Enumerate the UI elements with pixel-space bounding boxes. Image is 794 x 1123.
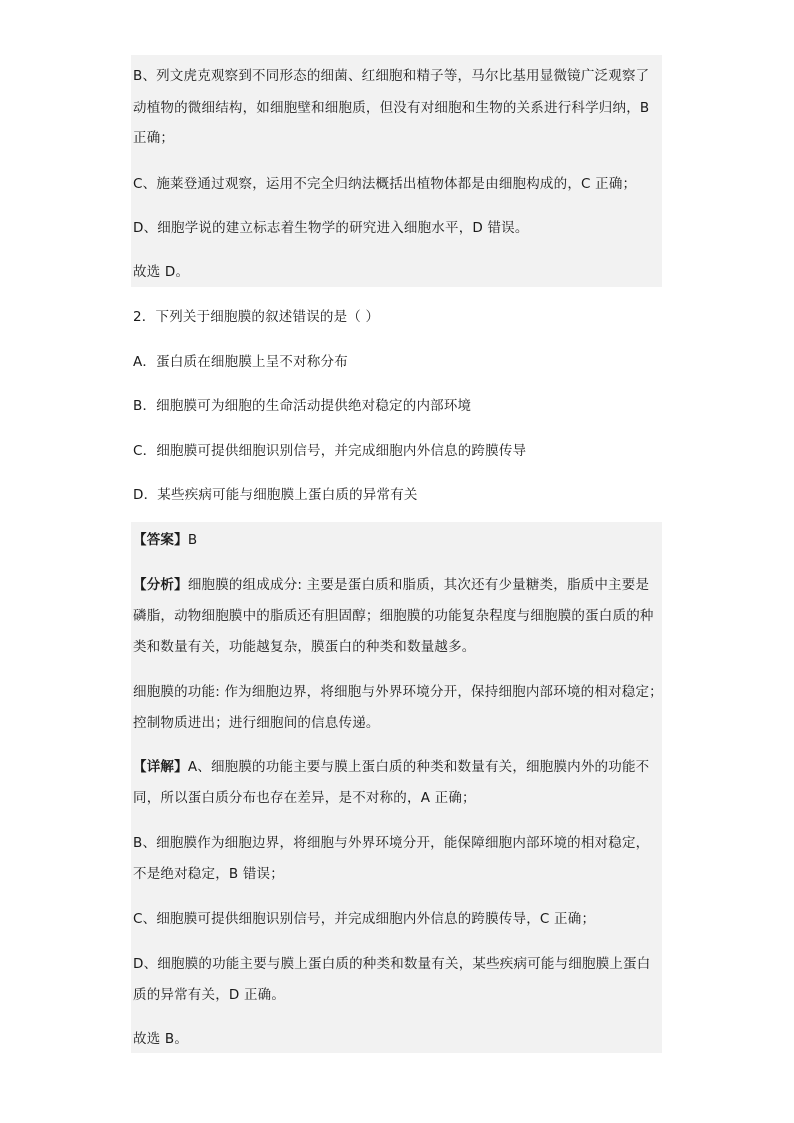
prev-b-line2: 动植物的微细结构，如细胞壁和细胞质，但没有对细胞和生物的关系进行科学归纳，B (133, 100, 650, 116)
prev-explanation-block (131, 55, 662, 287)
answer-value: B (187, 532, 198, 548)
analysis-line2: 磷脂，动物细胞膜中的脂质还有胆固醇；细胞膜的功能复杂程度与细胞膜的蛋白质的种 (133, 608, 654, 624)
prev-c: C、施莱登通过观察，运用不完全归纳法概括出植物体都是由细胞构成的，C 正确； (133, 176, 637, 192)
detail-b-line2: 不是绝对稳定，B 错误； (133, 866, 284, 882)
detail-c: C、细胞膜可提供细胞识别信号，并完成细胞内外信息的跨膜传导，C 正确； (133, 911, 596, 927)
analysis-text-1: 细胞膜的组成成分: 主要是蛋白质和脂质，其次还有少量糖类，脂质中主要是 (187, 577, 650, 593)
answer-label: 【答案】 (133, 532, 188, 548)
analysis-line1 (133, 575, 649, 595)
analysis-line3: 类和数量有关，功能越复杂，膜蛋白的种类和数量越多。 (133, 639, 476, 655)
detail-a-text-1: A、细胞膜的功能主要与膜上蛋白质的种类和数量有关，细胞膜内外的功能不 (187, 759, 650, 775)
prev-b-line3: 正确； (133, 130, 175, 146)
question-option-c: C．细胞膜可提供细胞识别信号，并完成细胞内外信息的跨膜传导 (133, 443, 527, 459)
prev-d: D、细胞学说的建立标志着生物学的研究进入细胞水平，D 错误。 (133, 220, 529, 236)
detail-d-line2: 质的异常有关，D 正确。 (133, 987, 286, 1003)
question-option-a: A．蛋白质在细胞膜上呈不对称分布 (133, 354, 348, 370)
analysis-para2-line1: 细胞膜的功能: 作为细胞边界，将细胞与外界环境分开，保持细胞内部环境的相对稳定； (133, 684, 663, 700)
detail-d-line1: D、细胞膜的功能主要与膜上蛋白质的种类和数量有关，某些疾病可能与细胞膜上蛋白 (133, 956, 651, 972)
answer-line (133, 530, 197, 550)
prev-conclusion: 故选 D。 (133, 264, 190, 280)
analysis-para2-line2: 控制物质进出；进行细胞间的信息传递。 (133, 715, 380, 731)
detail-conclusion: 故选 B。 (133, 1031, 189, 1047)
prev-b-line1: B、列文虎克观察到不同形态的细菌、红细胞和精子等，马尔比基用显微镜广泛观察了 (133, 68, 650, 84)
detail-label: 【详解】 (133, 759, 188, 775)
question-option-d: D．某些疾病可能与细胞膜上蛋白质的异常有关 (133, 487, 418, 503)
analysis-label: 【分析】 (133, 577, 188, 593)
question-stem: 2．下列关于细胞膜的叙述错误的是（ ） (133, 309, 380, 325)
question-option-b: B．细胞膜可为细胞的生命活动提供绝对稳定的内部环境 (133, 398, 472, 414)
detail-a-line1 (133, 757, 649, 777)
detail-a-line2: 同，所以蛋白质分布也存在差异，是不对称的，A 正确； (133, 790, 476, 806)
detail-b-line1: B、细胞膜作为细胞边界，将细胞与外界环境分开，能保障细胞内部环境的相对稳定， (133, 835, 650, 851)
